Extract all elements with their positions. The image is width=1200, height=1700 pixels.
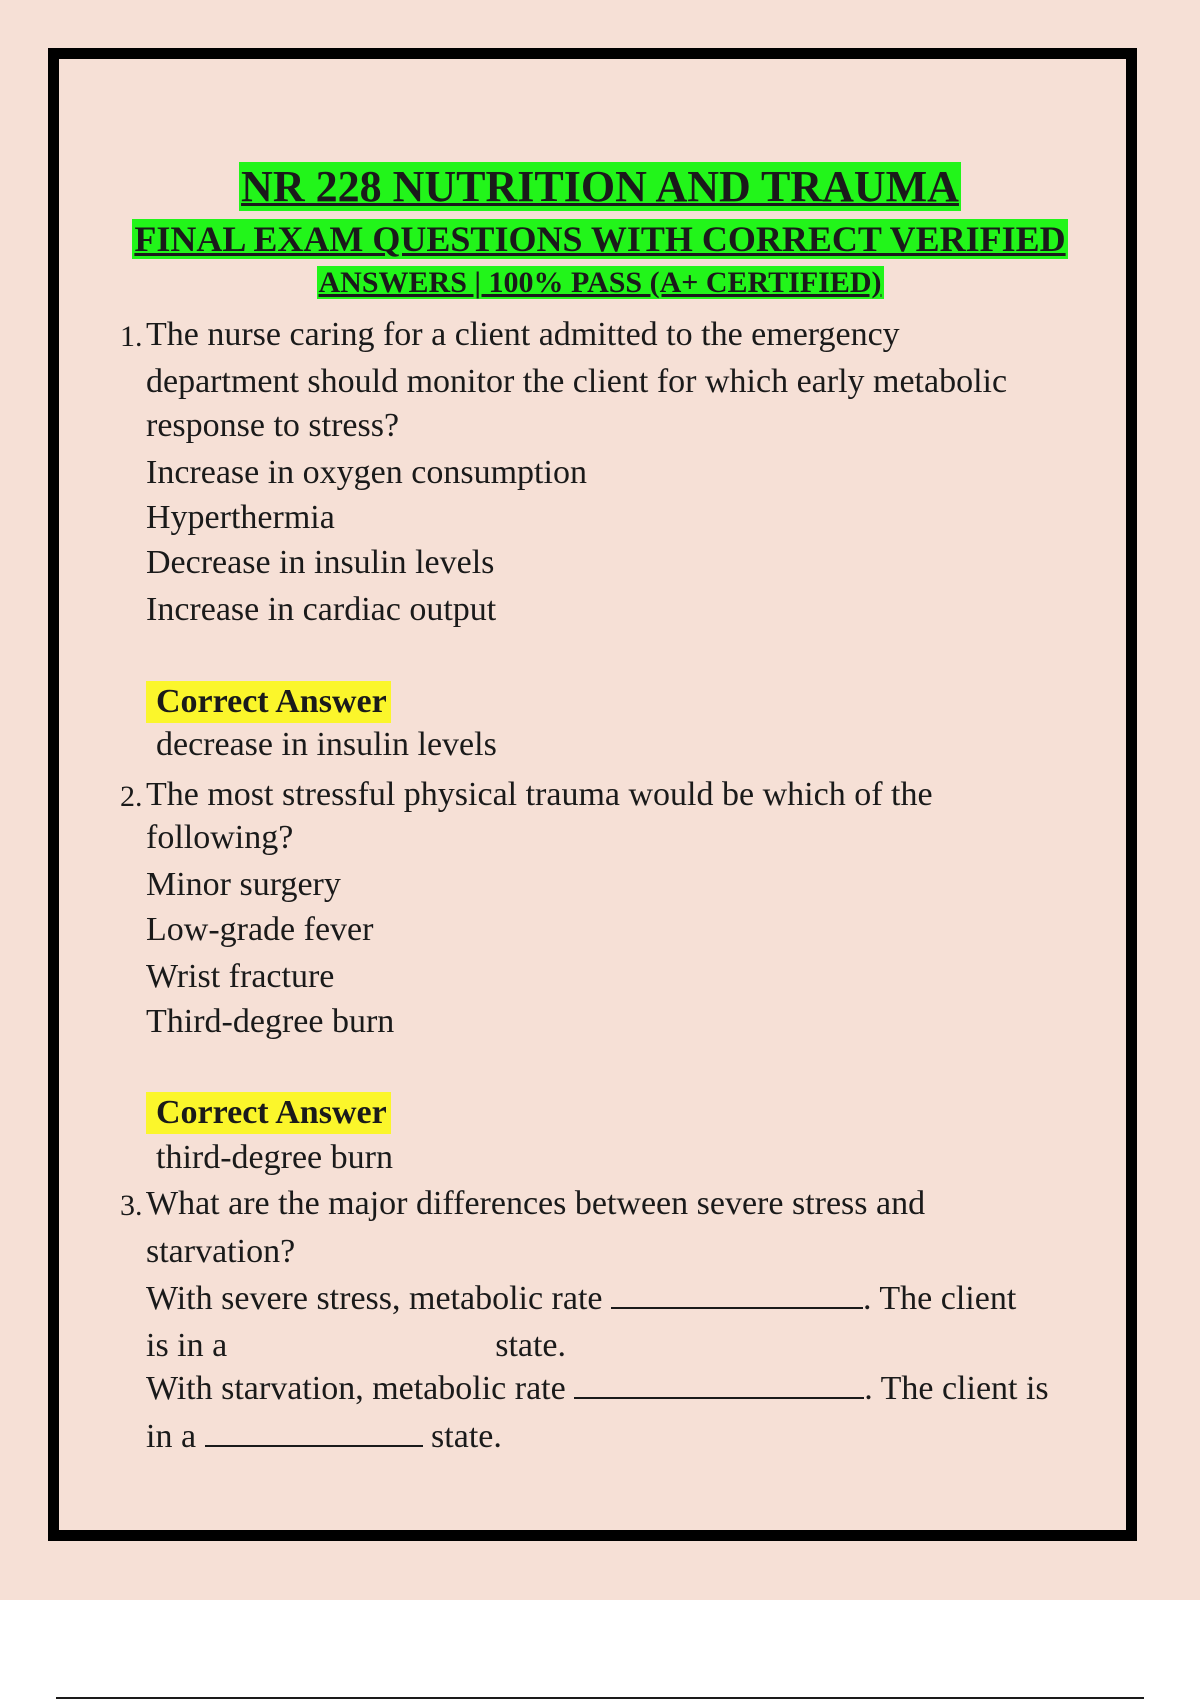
- fill-in-text: . The client: [863, 1280, 1017, 1317]
- question-stem-line: department should monitor the client for which early metabolic: [146, 363, 1008, 400]
- question-stem-line: The nurse caring for a client admitted to the emergency: [146, 316, 900, 353]
- answer-option: Increase in oxygen consumption: [146, 454, 587, 491]
- answer-option: Decrease in insulin levels: [146, 544, 495, 581]
- answer-option: Third-degree burn: [146, 1003, 395, 1040]
- answer-option: Low-grade fever: [146, 911, 374, 948]
- fill-in-text: state.: [422, 1418, 502, 1455]
- question-number: 1.: [120, 320, 143, 353]
- answer-blank[interactable]: [205, 1417, 423, 1447]
- correct-answer-text: third-degree burn: [156, 1139, 393, 1176]
- question-stem-line: The most stressful physical trauma would be which of the: [146, 776, 933, 813]
- correct-answer-text: decrease in insulin levels: [156, 726, 497, 763]
- fill-in-text: is in a: [146, 1327, 228, 1364]
- question-stem-line: starvation?: [146, 1233, 296, 1270]
- page-subtitle-line2: ANSWERS | 100% PASS (A+ CERTIFIED): [318, 266, 882, 299]
- fill-in-text: state.: [495, 1327, 567, 1364]
- correct-answer-label: Correct Answer: [146, 681, 391, 723]
- page-title: NR 228 NUTRITION AND TRAUMA: [241, 162, 959, 211]
- answer-option: Minor surgery: [146, 866, 341, 903]
- answer-blank[interactable]: [227, 1326, 495, 1356]
- fill-in-text: in a: [146, 1418, 205, 1455]
- question-number: 2.: [120, 780, 143, 813]
- fill-in-text: With severe stress, metabolic rate: [146, 1280, 612, 1317]
- fill-in-line: [146, 1369, 1049, 1409]
- fill-in-line: [146, 1326, 566, 1366]
- question-number: 3.: [120, 1189, 143, 1222]
- footer-divider: [56, 1697, 1144, 1699]
- answer-option: Increase in cardiac output: [146, 591, 497, 628]
- page-subtitle-line1: FINAL EXAM QUESTIONS WITH CORRECT VERIFIED: [134, 219, 1066, 259]
- fill-in-line: [146, 1417, 502, 1457]
- fill-in-text: With starvation, metabolic rate: [146, 1370, 575, 1407]
- question-stem-line: following?: [146, 819, 294, 856]
- answer-option: Wrist fracture: [146, 958, 335, 995]
- question-stem-line: What are the major differences between severe stress and: [146, 1185, 926, 1222]
- answer-option: Hyperthermia: [146, 499, 335, 536]
- correct-answer-label: Correct Answer: [146, 1092, 391, 1134]
- question-stem-line: response to stress?: [146, 407, 400, 444]
- answer-blank[interactable]: [611, 1279, 863, 1309]
- answer-blank[interactable]: [574, 1369, 864, 1399]
- fill-in-line: [146, 1279, 1016, 1319]
- fill-in-text: . The client is: [864, 1370, 1049, 1407]
